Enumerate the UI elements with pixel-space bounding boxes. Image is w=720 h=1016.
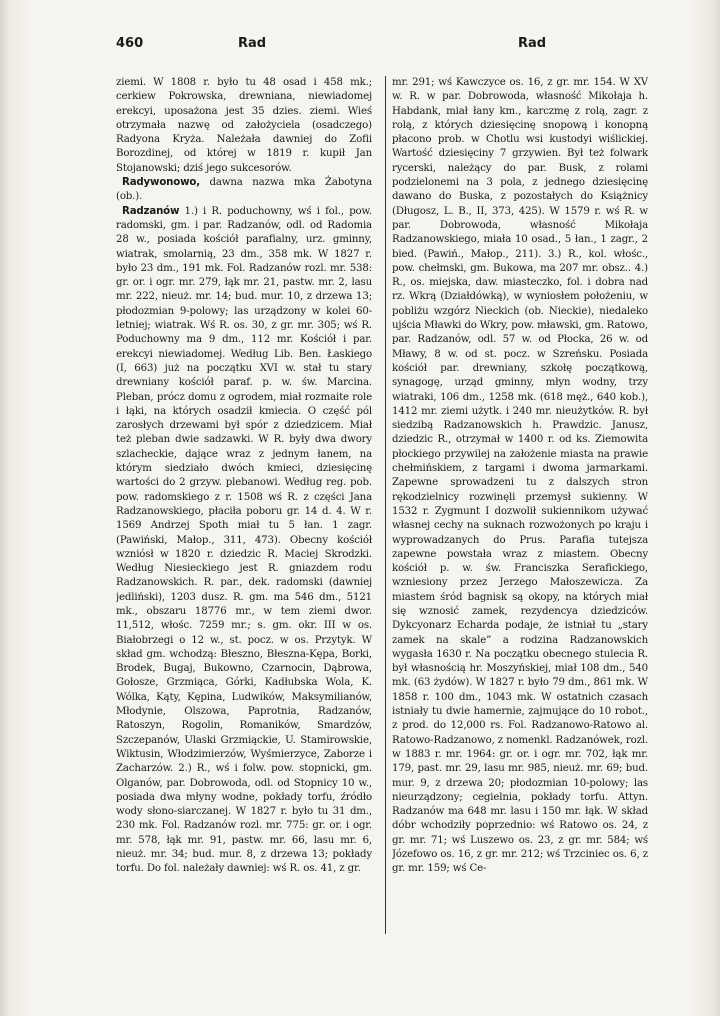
dictionary-entry: [116, 176, 372, 205]
left-running-title: Rad: [238, 36, 267, 51]
right-column: [392, 76, 648, 936]
entry-headword: Radzanów: [122, 205, 180, 217]
entry-headword: Radywonowo,: [122, 177, 200, 189]
page-number: 460: [116, 36, 144, 51]
paragraph: [116, 76, 372, 176]
left-column: [116, 76, 372, 936]
paragraph: [392, 76, 648, 877]
dictionary-entry: [116, 205, 372, 877]
entry-text: dawna nazwa mka Żabotyna (ob.).: [116, 177, 372, 203]
paragraph-text: mr. 291; wś Kawczyce os. 16, z gr. mr. 154. W XV w. R. w par. Dobrowoda, własność Mikołaja h. Habdank, miał łany km., karczmę z rolą, zagr. z rolą, z których dziesięcinę snopową i konopną płacono prob. w Chotlu wsi kustodyi wiślickiej. Wartość dziesięciny 7 grzywien. Był też folwark rycerski, należący do par. Busk, z rolami podzielonemi na 3 pola, z jednego dziesięcinę dawano do Buska, z pozostałych do Książnicy (Długosz, L. B., II, 373, 425). W 1579 r. wś R. w par. Dobrowoda, własność Mikołaja Radzanowskiego, miała 10 osad., 5 łan., 1 zagr., 2 bied. (Pawiń., Małop., 211). 3.) R., kol. włośc., pow. chełmski, gm. Bukowa, ma 207 mr. obsz.. 4.) R., os. miejska, daw. miasteczko, fol. i dobra nad rz. Wkrą (Działdówką), w wyniosłem położeniu, w pobliżu wzgórz Nieckich (ob. Nieckie), niedaleko ujścia Mławki do Wkry, pow. mławski, gm. Ratowo, par. Radzanów, odl. 57 w. od Płocka, 26 w. od Mławy, 8 w. od st. pocz. w Szreńsku. Posiada kościół par. drewniany, szkołę początkową, synagogę, urząd gminny, młyn wodny, trzy wiatraki, 106 dm., 1258 mk. (618 męż., 640 kob.), 1412 mr. ziemi użytk. i 240 mr. nieużytków. R. był siedzibą Radzanowskich h. Prawdzic. Janusz, dziedzic R., otrzymał w 1400 r. od ks. Ziemowita płockiego przywilej na założenie miasta na prawie chełmińskiem, z targami i dwoma jarmarkami. Zapewne sprowadzeni tu z dalszych stron rękodzielnicy rozwinęli przemysł sukienny. W 1532 r. Zygmunt I dozwolił sukiennikom używać własnej cechy na suknach rozwożonych po kraju i wyprowadzanych do Prus. Parafia tutejsza zapewne powstała wraz z miastem. Obecny kościół p. w. św. Franciszka Serafickiego, wzniesiony przez Jerzego Małoszewicza. Za miastem śród bagnisk są okopy, na których miał się wznosić zamek, rezydencya dziedziców. Dykcyonarz Echarda podaje, że istniał tu „stary zamek na skale” a rodzina Radzanowskich wygasła 1630 r. Na początku obecnego stulecia R. był własnością hr. Moszyńskiej, miał 108 dm., 540 mk. (63 żydów). W 1827 r. było 79 dm., 861 mk. W 1858 r. 100 dm., 1043 mk. W ostatnich czasach istniały tu dwie hamernie, zajmujące do 10 robot., z prod. do 12,000 rs. Fol. Radzanowo-Ratowo al. Ratowo-Radzanowo, z nomenkl. Radzanówek, rozl. w 1883 r. mr. 1964: gr. or. i ogr. mr. 702, łąk mr. 179, past. mr. 29, lasu mr. 985, nieuż. mr. 69; bud. mur. 9, z drzewa 20; płodozmian 10-polowy; las nieurządzony; cegielnia, pokłady torfu. Attyn. Radzanów ma 648 mr. lasu i 150 mr. łąk. W skład dóbr wchodziły poprzednio: wś Ratowo os. 24, z gr. mr. 71; wś Luszewo os. 23, z gr. mr. 584; wś Józefowo os. 16, z gr. mr. 212; wś Trzciniec os. 6, z gr. mr. 159; wś Ce-: [392, 77, 648, 875]
paragraph-text: ziemi. W 1808 r. było tu 48 osad i 458 mk.; cerkiew Pokrowska, drewniana, niewiadomej erekcyi, uposażona jest 35 dzies. ziemi. Wieś otrzymała nazwę od założyciela (osadczego) Radyona Kryża. Należała dawniej do Zofii Borozdinej, od której w 1819 r. kupił Jan Stojanowski; dziś jego sukcesorów.: [116, 77, 372, 174]
entry-text: 1.) i R. poduchowny, wś i fol., pow. radomski, gm. i par. Radzanów, odl. od Radomia 28 w., posiada kościół parafialny, urz. gminny, wiatrak, smolarnią, 23 dm., 358 mk. W 1827 r. było 23 dm., 191 mk. Fol. Radzanów rozl. mr. 538: gr. or. i ogr. mr. 279, łąk mr. 21, pastw. mr. 2, lasu mr. 222, nieuż. mr. 14; bud. mur. 10, z drzewa 13; płodozmian 9-polowy; las urządzony w kolei 60-letniej; wiatrak. Wś R. os. 30, z gr. mr. 305; wś R. Poduchowny ma 9 dm., 112 mr. Kościół i par. erekcyi niewiadomej. Według Lib. Ben. Łaskiego (I, 663) już na początku XVI w. stał tu stary drewniany kościół paraf. p. w. św. Marcina. Pleban, prócz domu z ogrodem, miał rozmaite role i łąki, na których osadził kmiecia. O część pól zarosłych drzewami był spór z dziedzicem. Miał też pleban dwie sadzawki. W R. były dwa dwory szlacheckie, dające wraz z jednym łanem, na którym siedziało dwóch kmieci, dziesięcinę wartości do 2 grzyw. plebanowi. Według reg. pob. pow. radomskiego z r. 1508 wś R. z części Jana Radzanowskiego, płaciła poboru gr. 14 d. 4. W r. 1569 Andrzej Spoth miał tu 5 łan. 1 zagr. (Pawiński, Małop., 311, 473). Obecny kościół wzniósł w 1820 r. dziedzic R. Maciej Skrodzki. Według Niesieckiego jest R. gniazdem rodu Radzanowskich. R. par., dek. radomski (dawniej jedliński), 1203 dusz. R. gm. ma 546 dm., 5121 mk., obszaru 18776 mr., w tem ziemi dwor. 11,512, włośc. 7259 mr.; s. gm. okr. III w os. Białobrzegi o 12 w., st. pocz. w os. Przytyk. W skład gm. wchodzą: Błeszno, Błeszna-Kępa, Borki, Brodek, Bugaj, Bukowno, Czarnocin, Dąbrowa, Gołosze, Grzmiąca, Górki, Kadłubska Wola, K. Wólka, Kąty, Kępina, Ludwików, Maksymilianów, Młodynie, Olszowa, Paprotnia, Radzanów, Ratoszyn, Rogolin, Romaników, Smardzów, Szczepanów, Ulaski Grzmiąckie, U. Stamirowskie, Wiktusin, Włodzimierzów, Wyśmierzyce, Zaborze i Zacharzów. 2.) R., wś i folw. pow. stopnicki, gm. Olganów, par. Dobrowoda, odl. od Stopnicy 10 w., posiada dwa młyny wodne, pokłady torfu, źródło wody słono-siarczanej. W 1827 r. było tu 31 dm., 230 mk. Fol. Radzanów rozl. mr. 775: gr. or. i ogr. mr. 578, łąk mr. 91, pastw. mr. 66, lasu mr. 6, nieuż. mr. 34; bud. mur. 8, z drzewa 13; pokłady torfu. Do fol. należały dawniej: wś R. os. 41, z gr.: [116, 205, 372, 875]
column-divider: [385, 76, 386, 934]
running-header: [116, 36, 616, 56]
right-running-title: Rad: [518, 36, 547, 51]
